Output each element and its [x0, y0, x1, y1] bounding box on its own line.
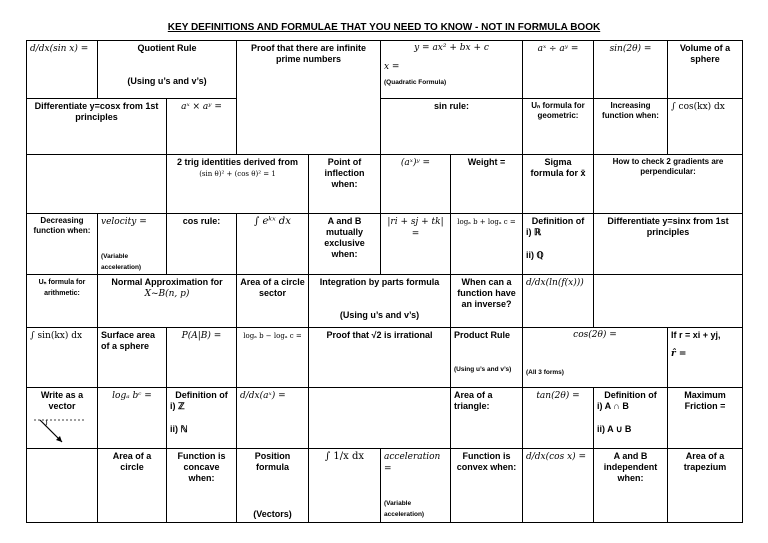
- cell-trapezium-area: Area of a trapezium: [668, 449, 743, 523]
- cell-blank-2: [594, 275, 743, 328]
- cell-definition-intersection-union: Definition of i) A ∩ B ii) A ∪ B: [594, 388, 668, 449]
- cell-product-rule: Product Rule (Using u’s and v’s): [451, 328, 523, 388]
- cell-integration-by-parts: Integration by parts formula (Using u’s and v’s): [309, 275, 451, 328]
- cell-volume-sphere: Volume of a sphere: [668, 41, 743, 99]
- cell-blank-4: [27, 449, 98, 523]
- cell-d-dx-ln-fx: d/dx(ln(f(x))): [523, 275, 594, 328]
- cell-conditional-probability: P(A|B) =: [167, 328, 237, 388]
- cell-integral-sin-kx: ∫ sin(kx) dx: [27, 328, 98, 388]
- cell-increasing-function: Increasing function when:: [594, 99, 668, 155]
- cell-d-dx-sin: d/dx(sin x) =: [27, 41, 98, 99]
- cell-arithmetic-un: Uₙ formula for arithmetic:: [27, 275, 98, 328]
- cell-index-power: (aˣ)ʸ =: [381, 155, 451, 214]
- cell-index-multiplication: aˣ × aʸ =: [167, 99, 237, 155]
- cell-sigma-mean: Sigma formula for x̄: [523, 155, 594, 214]
- cell-log-power: logₐ bᶜ =: [98, 388, 167, 449]
- cell-sin-2theta: sin(2θ) =: [594, 41, 668, 99]
- sheet-title: KEY DEFINITIONS AND FORMULAE THAT YOU NEED TO KNOW - NOT IN FORMULA BOOK: [167, 22, 601, 33]
- cell-normal-approximation: Normal Approximation for X~B(n, p): [98, 275, 237, 328]
- cell-velocity: velocity = (Variable acceleration): [98, 214, 167, 275]
- cell-diff-sinx-first-principles: Differentiate y=sinx from 1st principles: [594, 214, 743, 275]
- cell-integral-cos-kx: ∫ cos(kx) dx: [668, 99, 743, 155]
- cell-log-subtraction: logₐ b − logₐ c =: [237, 328, 309, 388]
- cell-geometric-un: Uₙ formula for geometric:: [523, 99, 594, 155]
- cell-decreasing-function: Decreasing function when:: [27, 214, 98, 275]
- cell-index-division: aˣ ÷ aʸ =: [523, 41, 594, 99]
- formula-grid: [26, 40, 743, 523]
- cell-mutually-exclusive: A and B mutually exclusive when:: [309, 214, 381, 275]
- cell-diff-cosx-first-principles: Differentiate y=cosx from 1st principles: [27, 99, 167, 155]
- cell-weight: Weight =: [451, 155, 523, 214]
- cell-d-dx-a-x: d/dx(aˣ) =: [237, 388, 309, 449]
- cell-maximum-friction: Maximum Friction =: [668, 388, 743, 449]
- cell-vector-magnitude: |ri + sj + tk| =: [381, 214, 451, 275]
- cell-acceleration: acceleration = (Variable acceleration): [381, 449, 451, 523]
- cell-tan-2theta: tan(2θ) =: [523, 388, 594, 449]
- cell-cosine-rule: cos rule:: [167, 214, 237, 275]
- cell-inverse-function: When can a function have an inverse?: [451, 275, 523, 328]
- cell-write-as-vector: Write as a vector: [27, 388, 98, 449]
- cell-convex-function: Function is convex when:: [451, 449, 523, 523]
- cell-concave-function: Function is concave when:: [167, 449, 237, 523]
- cell-d-dx-cos: d/dx(cos x) =: [523, 449, 594, 523]
- cell-integral-exp-kx: ∫ eᵏˣ dx: [237, 214, 309, 275]
- cell-definition-r-q: Definition of i) ℝ ii) ℚ: [523, 214, 594, 275]
- cell-sector-area: Area of a circle sector: [237, 275, 309, 328]
- cell-blank-1: [27, 155, 167, 214]
- cell-perpendicular-gradients: How to check 2 gradients are perpendicular:: [594, 155, 743, 214]
- cell-root2-irrational: Proof that √2 is irrational: [309, 328, 451, 388]
- cell-position-formula: Position formula (Vectors): [237, 449, 309, 523]
- cell-blank-3: [309, 388, 451, 449]
- cell-quadratic-formula: y = ax² + bx + c x = (Quadratic Formula): [381, 41, 523, 99]
- cell-sine-rule: sin rule:: [381, 99, 523, 155]
- cell-point-of-inflection: Point of inflection when:: [309, 155, 381, 214]
- cell-cos-2theta: cos(2θ) = (All 3 forms): [523, 328, 668, 388]
- cell-unit-vector: If r = xi + yj, r̂ =: [668, 328, 743, 388]
- cell-independent-events: A and B independent when:: [594, 449, 668, 523]
- cell-circle-area: Area of a circle: [98, 449, 167, 523]
- cell-log-addition: logₐ b + logₐ c =: [451, 214, 523, 275]
- cell-integral-one-over-x: ∫ 1/x dx: [309, 449, 381, 523]
- vector-diagram: [30, 416, 86, 446]
- cell-triangle-area: Area of a triangle:: [451, 388, 523, 449]
- cell-trig-identities: 2 trig identities derived from (sin θ)² + (cos θ)² = 1: [167, 155, 309, 214]
- cell-definition-z-n: Definition of i) ℤ ii) ℕ: [167, 388, 237, 449]
- cell-surface-area-sphere: Surface area of a sphere: [98, 328, 167, 388]
- cell-quotient-rule: Quotient Rule (Using u’s and v’s): [98, 41, 237, 99]
- cell-infinite-primes-proof: Proof that there are infinite prime numbers: [237, 41, 381, 155]
